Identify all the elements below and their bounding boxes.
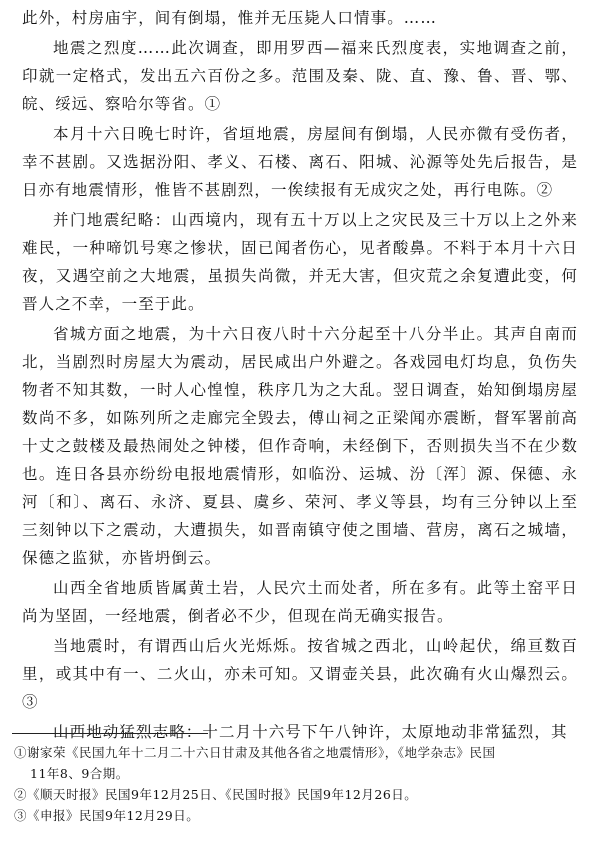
footnote-1-continuation: 11年8、9合期。 xyxy=(30,766,129,781)
footnote-1 xyxy=(14,742,580,784)
footnote-1-text: ①谢家荣《民国九年十二月二十六日甘肃及其他各省之地震情形》，《地学杂志》民国 xyxy=(14,745,496,760)
body-text xyxy=(22,4,578,748)
paragraph-continuation: 此外，村房庙宇，间有倒塌，惟并无压毙人口情事。…… xyxy=(22,9,438,27)
paragraph-geology: 山西全省地质皆属黄土岩，人民穴土而处者，所在多有。此等土窑平日尚为坚固，一经地震，倒者必不少，但现在尚无确实报告。 xyxy=(22,579,578,625)
footnote-2-text: ②《顺天时报》民国9年12月25日、《民国时报》民国9年12月26日。 xyxy=(14,787,418,802)
footnotes xyxy=(14,742,580,826)
paragraph-volcano: 当地震时，有谓西山后火光烁烁。按省城之西北，山岭起伏，绵亘数百里，或其中有一、二火山，亦未可知。又谓壶关县，此次确有火山爆烈云。③ xyxy=(22,637,578,711)
paragraph-seismic-intensity: 地震之烈度……此次调查，即用罗西—福来氏烈度表，实地调查之前，印就一定格式，发出五六百份之多。范围及秦、陇、直、豫、鲁、晋、鄂、皖、绥远、察哈尔等省。① xyxy=(22,39,578,113)
paragraph-bingmen-record: 并门地震纪略：山西境内，现有五十万以上之灾民及三十万以上之外来难民，一种啼饥号寒之惨状，固已闻者伤心，见者酸鼻。不料于本月十六日夜，又遇空前之大地震，虽损失尚微，并无大害，但灾荒之余复遭此变，何晋人之不幸，一至于此。 xyxy=(22,211,578,313)
footnote-3 xyxy=(14,805,580,826)
paragraph-provincial-capital: 省城方面之地震，为十六日夜八时十六分起至十八分半止。其声自南而北，当剧烈时房屋大为震动，居民咸出户外避之。各戏园电灯均息，负伤失物者不知其数，一时人心惶惶，秩序几为之大乱。翌日调查，始知倒塌房屋数尚不多，如陈列所之走廊完全毁去，傅山祠之正梁闻亦震断，督军署前高十丈之鼓楼及最热闹处之钟楼，但作奇响，未经倒下，否则损失当不在少数也。连日各县亦纷纷电报地震情形，如临汾、运城、汾〔浑〕源、保德、永河〔和〕、离石、永济、夏县、虞乡、荣河、孝义等县，均有三分钟以上至三刻钟以下之震动，大遭损失，如晋南镇守使之围墙、营房，离石之城墙，保德之监狱，亦皆坍倒云。 xyxy=(22,325,578,567)
paragraph-telegram-report: 本月十六日晚七时许，省垣地震，房屋间有倒塌，人民亦微有受伤者，幸不甚剧。又选据汾阳、孝义、石楼、离石、阳城、沁源等处先后报告，是日亦有地震情形，惟皆不甚剧烈，一俟续报有无成灾之处，再行电陈。② xyxy=(22,125,578,199)
footnote-2 xyxy=(14,784,580,805)
footnote-3-text: ③《申报》民国9年12月29日。 xyxy=(14,808,200,823)
footnote-divider xyxy=(12,733,208,734)
paragraph-shanxi-record: 山西地动猛烈志略：十二月十六号下午八钟许，太原地动非常猛烈，其 xyxy=(53,723,568,741)
